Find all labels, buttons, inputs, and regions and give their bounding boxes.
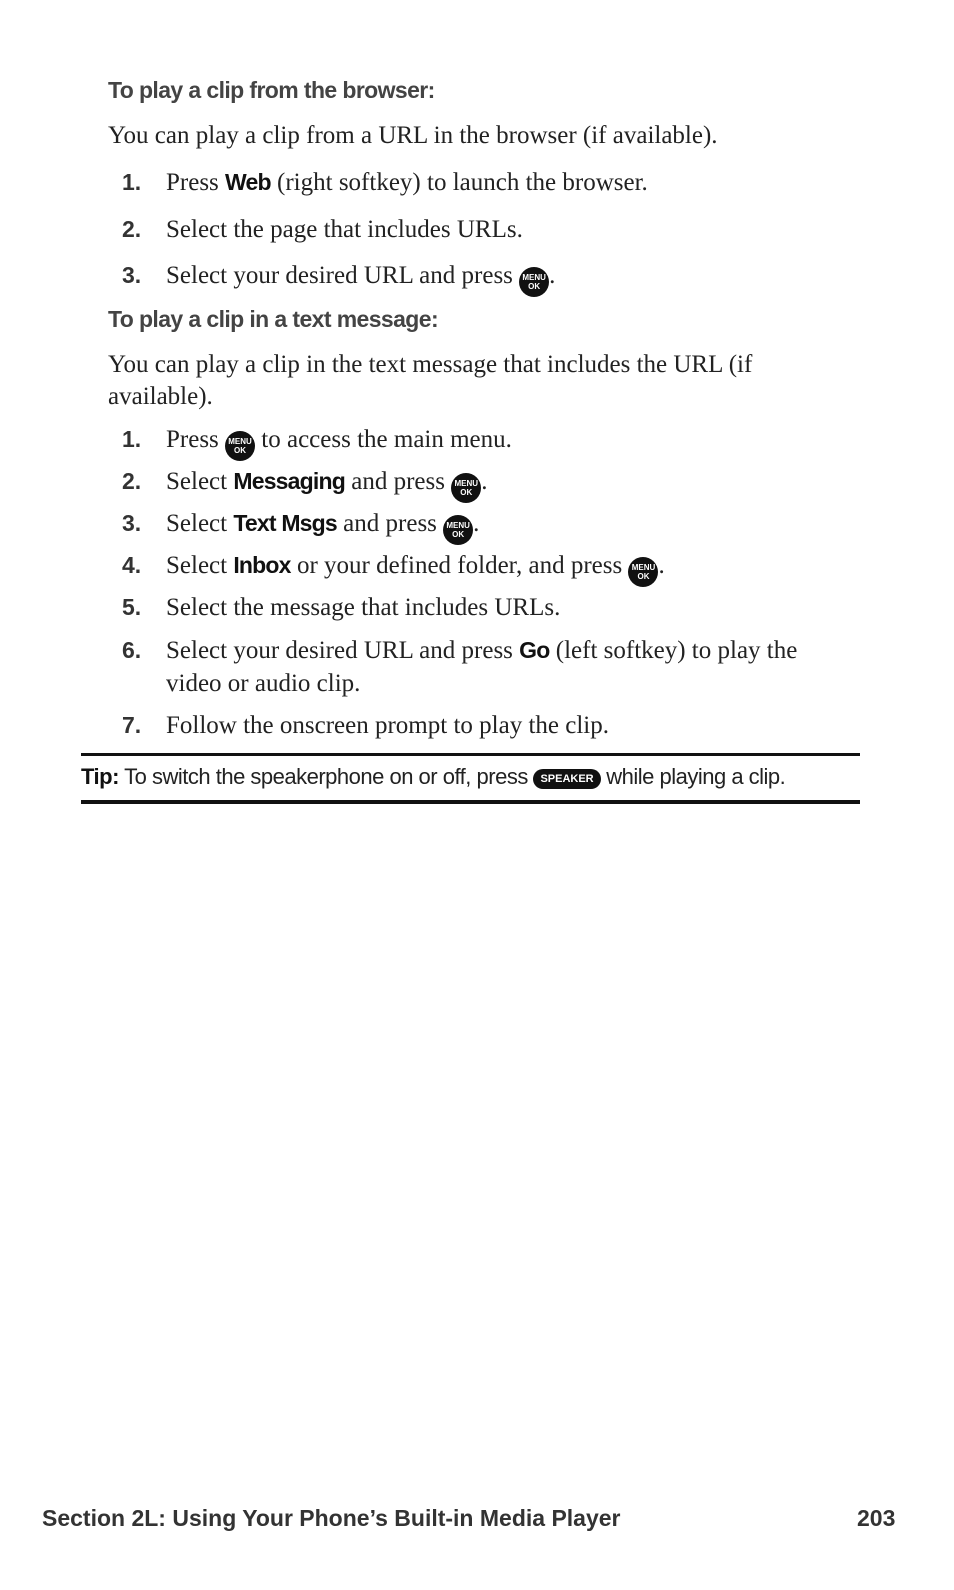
step-number: 3.: [122, 262, 142, 288]
step-number: 4.: [122, 552, 142, 578]
tip-label: Tip:: [81, 764, 119, 789]
text-msgs-menu-label: Text Msgs: [233, 510, 337, 536]
menu-ok-key-icon: MENU OK: [225, 431, 255, 461]
step-text: Press MENU OK to access the main menu.: [166, 423, 846, 461]
step-text: Select Messaging and press MENU OK .: [166, 465, 846, 503]
messaging-menu-label: Messaging: [233, 468, 346, 494]
step-text: Select the page that includes URLs.: [166, 216, 523, 243]
menu-ok-key-icon: MENU OK: [628, 557, 658, 587]
step-number: 6.: [122, 637, 142, 663]
step-number: 3.: [122, 510, 142, 536]
step-text: Select your desired URL and press Go (left softkey) to play the video or audio clip.: [166, 637, 798, 697]
step-text: Select Text Msgs and press MENU OK .: [166, 507, 846, 545]
footer-section-title: Section 2L: Using Your Phone’s Built-in Media Player: [42, 1505, 621, 1531]
speaker-key-icon: SPEAKER: [533, 769, 600, 789]
step-number: 1.: [122, 426, 142, 452]
tip-text: Tip: To switch the speakerphone on or off, press SPEAKER while playing a clip.: [81, 764, 786, 789]
go-softkey-label: Go: [519, 637, 550, 663]
step-text: Select Inbox or your defined folder, and press MENU OK .: [166, 549, 846, 587]
step-number: 2.: [122, 468, 142, 494]
intro-browser: You can play a clip from a URL in the browser (if available).: [108, 122, 718, 149]
intro-text-message: You can play a clip in the text message that includes the URL (if available).: [108, 351, 753, 410]
menu-ok-key-icon: MENU OK: [443, 515, 473, 545]
step-number: 2.: [122, 216, 142, 242]
section-heading-text-message: To play a clip in a text message:: [108, 306, 439, 332]
menu-ok-key-icon: MENU OK: [451, 473, 481, 503]
step-number: 7.: [122, 712, 142, 738]
inbox-menu-label: Inbox: [233, 552, 291, 578]
page-number: 203: [857, 1505, 896, 1531]
step-text: Select the message that includes URLs.: [166, 594, 561, 621]
step-text: Press Web (right softkey) to launch the browser.: [166, 169, 648, 196]
web-softkey-label: Web: [225, 169, 271, 195]
step-number: 5.: [122, 594, 142, 620]
menu-ok-key-icon: MENU OK: [519, 267, 549, 297]
step-text: Follow the onscreen prompt to play the clip.: [166, 712, 609, 739]
step-text: Select your desired URL and press MENU OK .: [166, 259, 846, 297]
step-number: 1.: [122, 169, 142, 195]
section-heading-browser: To play a clip from the browser:: [108, 77, 435, 103]
tip-box: [81, 753, 860, 804]
